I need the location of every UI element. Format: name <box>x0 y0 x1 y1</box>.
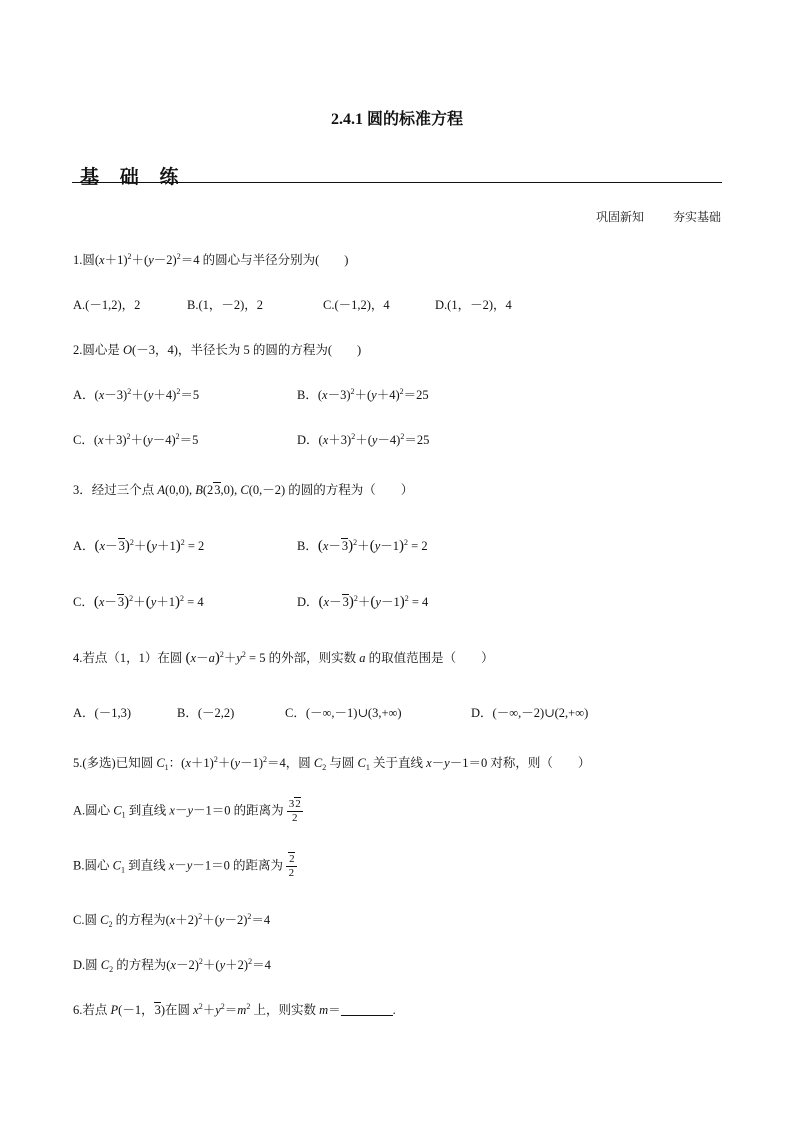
question-5-stem: 5.(多选)已知圆 $C_1$：$(x+1)^2+(y-1)^2=4$，圆 $C_2$ 与圆 $C_1$ 关于直线 x－y－1＝0 对称，则（ ） <box>73 755 591 772</box>
option-a: A．(－1,3) <box>73 706 131 720</box>
option-b: B.(1，－2)，2 <box>187 298 264 312</box>
option-a: A．$(x-3)^2+(y+4)^2=5$ <box>73 387 200 402</box>
section-divider <box>72 182 722 183</box>
question-2-stem: 2.圆心是 O(－3，4)，半径长为 5 的圆的方程为( ) <box>73 343 362 357</box>
option-d: D．(－∞,－2)∪(2,+∞) <box>471 706 589 720</box>
section-heading: 基 础 练 <box>80 167 187 188</box>
question-1-stem: 1.圆$(x+1)^2+(y-2)^2=4$ 的圆心与半径分别为( ) <box>73 252 349 267</box>
option-d: D．$(x-3)^2+(y-1)^2 = 4$ <box>297 594 429 610</box>
question-5-option-d: D.圆 $C_2$ 的方程为$(x-2)^2+(y+2)^2=4$ <box>73 957 271 974</box>
question-6-stem: 6.若点 P(－1，3)在圆 $x^2+y^2=m^2$ 上，则实数 m＝ . <box>73 1002 396 1017</box>
option-b: B．$(x-3)^2+(y-1)^2 = 2$ <box>297 538 428 554</box>
tag-consolidate: 巩固新知 <box>595 210 644 224</box>
option-c: C.(－1,2)，4 <box>323 298 390 312</box>
question-3-stem: 3．经过三个点 A(0,0), B(23,0), C(0,－2) 的圆的方程为（ ） <box>73 483 414 497</box>
question-5-option-a: A.圆心 $C_1$ 到直线 x－y－1＝0 的距离为 $\frac{32}{2}$ <box>73 798 301 824</box>
option-c: C．(－∞,－1)∪(3,+∞) <box>285 706 402 720</box>
question-5-option-b: B.圆心 $C_1$ 到直线 x－y－1＝0 的距离为 $\frac{2}{2}$ <box>73 853 295 879</box>
option-c: C．$(x+3)^2+(y-4)^2=5$ <box>73 432 199 447</box>
option-b: B．$(x-3)^2+(y+4)^2=25$ <box>297 387 429 402</box>
option-a: A．$(x-3)^2+(y+1)^2 = 2$ <box>73 538 205 554</box>
question-5-option-c: C.圆 $C_2$ 的方程为$(x+2)^2+(y-2)^2=4$ <box>73 912 271 929</box>
question-4-stem: 4.若点（1，1）在圆 $(x-a)^2+y^2 = 5$ 的外部，则实数 a 的取值范围是（ ） <box>73 650 494 666</box>
option-d: D.(1，－2)，4 <box>435 298 512 312</box>
tag-foundation: 夯实基础 <box>672 210 721 224</box>
answer-blank[interactable] <box>341 1003 393 1016</box>
option-d: D．$(x+3)^2+(y-4)^2=25$ <box>297 432 430 447</box>
section-tags <box>570 208 721 225</box>
option-c: C．$(x-3)^2+(y+1)^2 = 4$ <box>73 594 204 610</box>
option-b: B．(－2,2) <box>177 706 235 720</box>
option-a: A.(－1,2)，2 <box>73 298 141 312</box>
page-title: 2.4.1 圆的标准方程 <box>330 111 463 128</box>
